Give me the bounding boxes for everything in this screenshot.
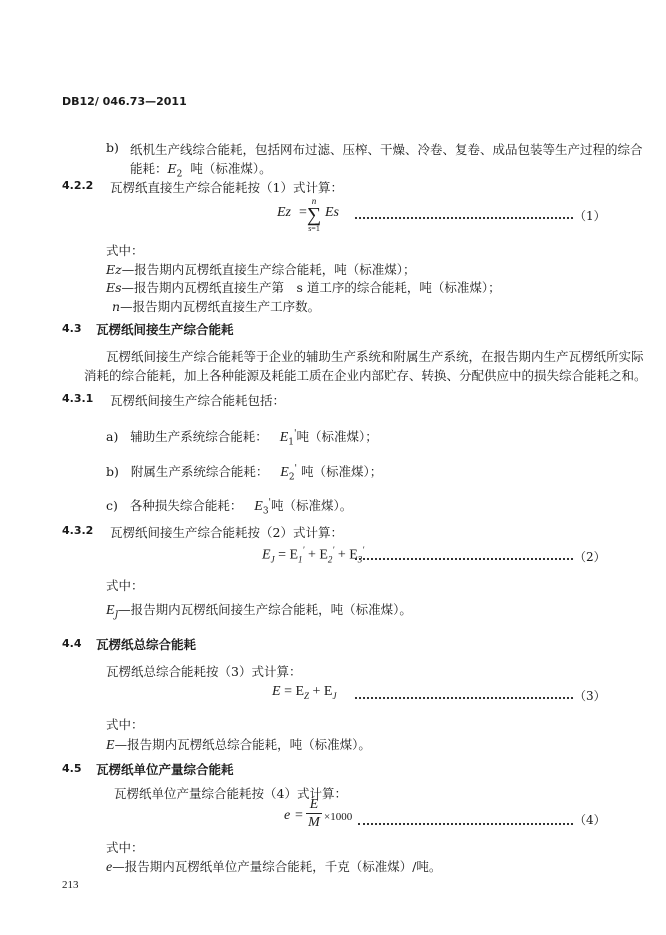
standard-code: DB12/ 046.73—2011: [62, 95, 187, 108]
eq2-number: （2）: [574, 550, 606, 564]
item-b-label: b): [106, 140, 119, 155]
eq1-def-ez: Ez—报告期内瓦楞纸直接生产综合能耗，吨（标准煤）；: [106, 262, 416, 277]
section-4-4-text: 瓦楞纸总综合能耗按（3）式计算：: [106, 664, 302, 679]
list-item-a: a) 辅助生产系统综合能耗： $E_1'$吨（标准煤）；: [106, 428, 378, 448]
eq3-number: （3）: [574, 689, 606, 703]
eq4-fraction: E M: [306, 797, 322, 830]
eq4-where: 式中：: [106, 840, 144, 855]
eq4-number: （4）: [574, 813, 606, 827]
eq1-where: 式中：: [106, 243, 144, 258]
eq4-def-e: e—报告期内瓦楞纸单位产量综合能耗，千克（标准煤）/吨。: [106, 859, 442, 875]
eq1-equals: =: [299, 205, 307, 220]
eq4-multiplier: ×1000: [324, 811, 353, 823]
eq3-def-e: E—报告期内瓦楞纸总综合能耗，吨（标准煤）。: [106, 737, 371, 753]
eq1-def-n: n—报告期内瓦楞纸直接生产工序数。: [112, 299, 321, 314]
eq3-expression: $E = E_Z + E_J$: [272, 684, 337, 701]
eq2-leader-dots: [355, 558, 573, 560]
eq1-lhs: Ez: [277, 205, 291, 220]
section-4-3-number: 4.3: [62, 322, 82, 335]
eq4-lhs: e: [284, 808, 291, 823]
section-4-3-2-number: 4.3.2: [62, 524, 94, 537]
section-4-2-2-text: 瓦楞纸直接生产综合能耗按（1）式计算：: [110, 180, 343, 195]
eq3-leader-dots: [355, 697, 573, 699]
eq2-def-ej: $E_J—$报告期内瓦楞纸间接生产综合能耗，吨（标准煤）。: [106, 602, 412, 621]
item-b-line2: 能耗：$E_2$ 吨（标准煤）。: [130, 161, 272, 180]
section-4-3-para-line2: 消耗的综合能耗，加上各种能源及耗能工质在企业内部贮存、转换、分配供应中的损失综合能耗之和。: [84, 368, 647, 383]
section-4-5-title: 瓦楞纸单位产量综合能耗: [96, 762, 234, 777]
eq2-expression: $E_J = E_1' + E_2' + E_3'$: [262, 545, 365, 565]
section-4-5-number: 4.5: [62, 762, 82, 775]
list-item-c: c) 各种损失综合能耗： $E_3'$吨（标准煤）。: [106, 497, 353, 517]
eq1-rhs: Es: [325, 205, 339, 220]
eq4-equals: =: [295, 808, 303, 823]
eq1-def-es: Es—报告期内瓦楞纸直接生产第 s 道工序的综合能耗，吨（标准煤）；: [106, 280, 501, 295]
section-4-4-title: 瓦楞纸总综合能耗: [96, 637, 197, 652]
section-4-5-text: 瓦楞纸单位产量综合能耗按（4）式计算：: [114, 786, 347, 801]
eq3-where: 式中：: [106, 717, 144, 732]
section-4-2-2-number: 4.2.2: [62, 179, 94, 192]
eq1-number: （1）: [574, 209, 606, 223]
page-number: 213: [62, 879, 79, 891]
section-4-3-2-text: 瓦楞纸间接生产综合能耗按（2）式计算：: [110, 525, 343, 540]
eq2-where: 式中：: [106, 578, 144, 593]
section-4-3-1-number: 4.3.1: [62, 392, 94, 405]
item-b-line1: 纸机生产线综合能耗，包括网布过滤、压榨、干燥、冷卷、复卷、成品包装等生产过程的综合: [130, 142, 643, 157]
section-4-3-title: 瓦楞纸间接生产综合能耗: [96, 322, 234, 337]
list-item-b: b) 附属生产系统综合能耗： $E_2'$ 吨（标准煤）；: [106, 463, 383, 483]
section-4-3-para-line1: 瓦楞纸间接生产综合能耗等于企业的辅助生产系统和附属生产系统，在报告期内生产瓦楞纸所实际: [106, 349, 644, 364]
section-4-3-1-text: 瓦楞纸间接生产综合能耗包括：: [110, 393, 286, 408]
section-4-4-number: 4.4: [62, 637, 82, 650]
eq1-leader-dots: [355, 217, 573, 219]
eq4-leader-dots: [358, 823, 573, 825]
eq1-summation: n ∑ s=1: [306, 196, 322, 233]
